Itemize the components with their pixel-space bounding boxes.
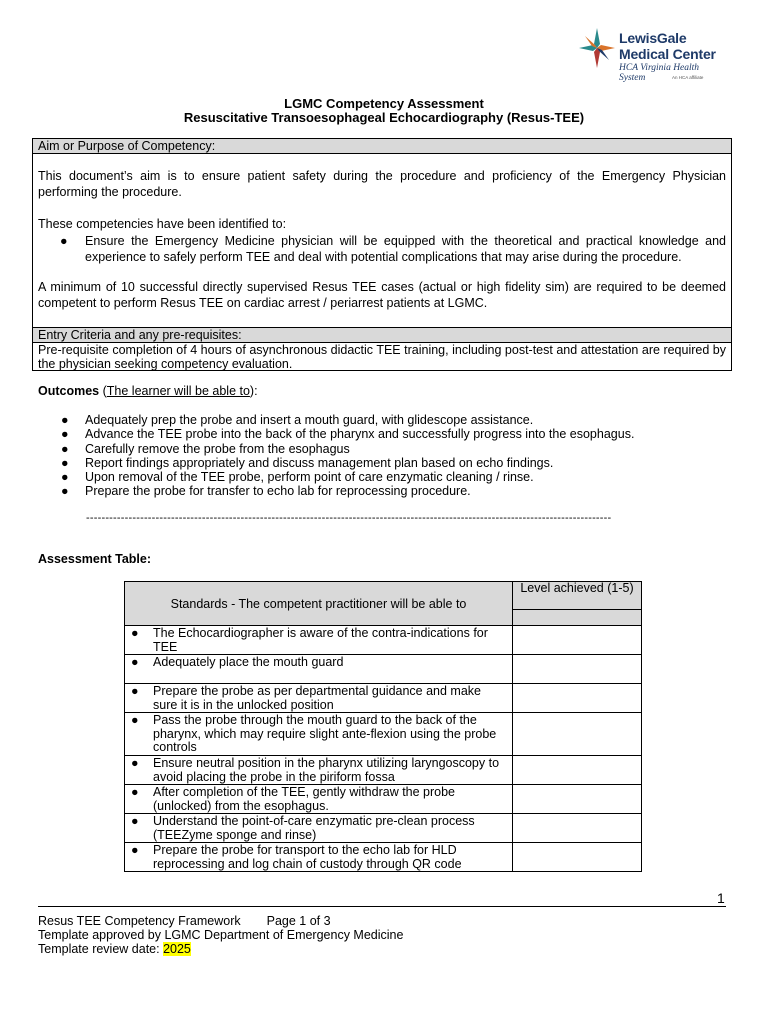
level-input-cell[interactable] — [513, 785, 642, 814]
logo-line3: HCA Virginia Health System — [619, 63, 700, 83]
page-title: LGMC Competency Assessment — [284, 96, 484, 111]
standard-text: Ensure neutral position in the pharynx utilizing laryngoscopy to avoid placing the probe in the piriform fossa — [153, 756, 500, 784]
standard-text: Adequately place the mouth guard — [153, 655, 344, 669]
bullet-dot: ● — [131, 626, 139, 640]
level-input-cell[interactable] — [513, 626, 642, 655]
assessment-table — [124, 581, 642, 872]
bullet-dot: ● — [61, 455, 69, 470]
standard-cell — [125, 756, 513, 785]
aim-entry-box — [32, 138, 732, 371]
star-logo-icon — [577, 26, 617, 70]
table-row — [125, 626, 642, 655]
level-input-cell[interactable] — [513, 713, 642, 756]
bullet-dot: ● — [131, 843, 139, 857]
logo-line4: An HCA affiliate — [672, 75, 704, 80]
aim-paragraph-2: These competencies have been identified to: — [38, 217, 287, 231]
assessment-label: Assessment Table: — [38, 552, 152, 566]
list-item — [61, 442, 721, 456]
outcome-text: Report findings appropriately and discuss management plan based on echo findings. — [85, 455, 554, 470]
footer-line-1 — [38, 914, 403, 928]
aim-heading: Aim or Purpose of Competency: — [33, 139, 731, 154]
outcome-text: Advance the TEE probe into the back of the pharynx and successfully progress into the esophagus. — [85, 427, 635, 442]
level-input-cell[interactable] — [513, 814, 642, 843]
standard-cell — [125, 655, 513, 684]
standard-cell — [125, 684, 513, 713]
standard-cell — [125, 713, 513, 756]
footer-page: Page 1 of 3 — [266, 914, 331, 928]
footer-line-3 — [38, 942, 403, 956]
table-row — [125, 785, 642, 814]
list-item — [61, 470, 721, 484]
bullet-dot: ● — [131, 814, 139, 828]
footer-divider — [38, 906, 726, 907]
lewisgale-logo — [577, 26, 727, 82]
list-item — [61, 413, 721, 427]
footer-review-year: 2025 — [163, 942, 191, 956]
bullet-dot: ● — [61, 427, 69, 442]
list-item — [61, 456, 721, 470]
outcomes-heading: Outcomes (The learner will be able to): — [38, 384, 258, 398]
page-number: 1 — [717, 890, 725, 906]
standard-text: The Echocardiographer is aware of the contra-indications for TEE — [153, 626, 488, 654]
standard-text: Prepare the probe as per departmental guidance and make sure it is in the unlocked position — [153, 684, 481, 712]
dashed-separator: ---------------------------------------------------------------------------------------------------------------------------------------- — [86, 512, 612, 524]
aim-bullet-text: Ensure the Emergency Medicine physician will be equipped with the theoretical and practical knowledge and experience to safely perform TEE and deal with potential complications that may arise during the procedure. — [85, 234, 726, 264]
bullet-dot: ● — [61, 484, 69, 499]
table-row — [125, 713, 642, 756]
table-row — [125, 843, 642, 872]
table-row — [125, 756, 642, 785]
bullet-dot: ● — [60, 234, 68, 248]
outcome-text: Upon removal of the TEE probe, perform point of care enzymatic cleaning / rinse. — [85, 470, 534, 485]
outcome-text: Prepare the probe for transfer to echo lab for reprocessing procedure. — [85, 484, 471, 499]
list-item — [61, 484, 721, 498]
table-row — [125, 814, 642, 843]
logo-line2: Medical Center — [619, 46, 716, 62]
footer — [38, 914, 403, 956]
level-subheader — [513, 610, 642, 626]
aim-paragraph-3: A minimum of 10 successful directly supervised Resus TEE cases (actual or high fidelity sim) are required to be deemed competent to perform Resus TEE on cardiac arrest / periarrest patients at LGMC. — [38, 280, 726, 310]
table-row — [125, 684, 642, 713]
footer-doc-name: Resus TEE Competency Framework — [38, 914, 241, 928]
outcome-text: Carefully remove the probe from the esophagus — [85, 441, 350, 456]
standard-cell — [125, 843, 513, 872]
level-input-cell[interactable] — [513, 843, 642, 872]
level-input-cell[interactable] — [513, 655, 642, 684]
bullet-dot: ● — [131, 756, 139, 770]
outcomes-label: Outcomes — [38, 384, 100, 398]
bullet-dot: ● — [61, 441, 69, 456]
standard-cell — [125, 785, 513, 814]
standards-header: Standards - The competent practitioner will be able to — [125, 582, 513, 626]
list-item — [61, 427, 721, 441]
bullet-dot: ● — [61, 470, 69, 485]
entry-heading: Entry Criteria and any pre-requisites: — [33, 328, 731, 343]
footer-review-label: Template review date: — [38, 942, 160, 956]
standard-text: Prepare the probe for transport to the echo lab for HLD reprocessing and log chain of custody through QR code — [153, 843, 462, 871]
standard-text: Pass the probe through the mouth guard to the back of the pharynx, which may require slight ante-flexion using the probe controls — [153, 713, 497, 754]
bullet-dot: ● — [131, 655, 139, 669]
aim-paragraph-1: This document’s aim is to ensure patient safety during the procedure and proficiency of the Emergency Physician performing the procedure. — [38, 169, 726, 199]
footer-line-2: Template approved by LGMC Department of Emergency Medicine — [38, 928, 404, 942]
logo-line1: LewisGale — [619, 30, 687, 46]
page-subtitle: Resuscitative Transoesophageal Echocardiography (Resus-TEE) — [183, 110, 585, 125]
entry-text: Pre-requisite completion of 4 hours of asynchronous didactic TEE training, including post-test and attestation are required by the physician seeking competency evaluation. — [38, 343, 726, 371]
table-row — [125, 655, 642, 684]
standard-cell — [125, 814, 513, 843]
outcomes-sublabel: The learner will be able to — [106, 384, 250, 398]
bullet-dot: ● — [131, 684, 139, 698]
level-input-cell[interactable] — [513, 756, 642, 785]
outcomes-list — [61, 413, 721, 499]
bullet-dot: ● — [131, 785, 139, 799]
standard-cell — [125, 626, 513, 655]
standard-text: After completion of the TEE, gently withdraw the probe (unlocked) from the esophagus. — [153, 785, 456, 813]
bullet-dot: ● — [131, 713, 139, 727]
outcome-text: Adequately prep the probe and insert a mouth guard, with glidescope assistance. — [85, 413, 534, 427]
level-header: Level achieved (1-5) — [513, 582, 642, 610]
standard-text: Understand the point-of-care enzymatic pre-clean process (TEEZyme sponge and rinse) — [153, 814, 475, 842]
aim-bullet — [60, 233, 726, 265]
level-input-cell[interactable] — [513, 684, 642, 713]
bullet-dot: ● — [61, 413, 69, 427]
